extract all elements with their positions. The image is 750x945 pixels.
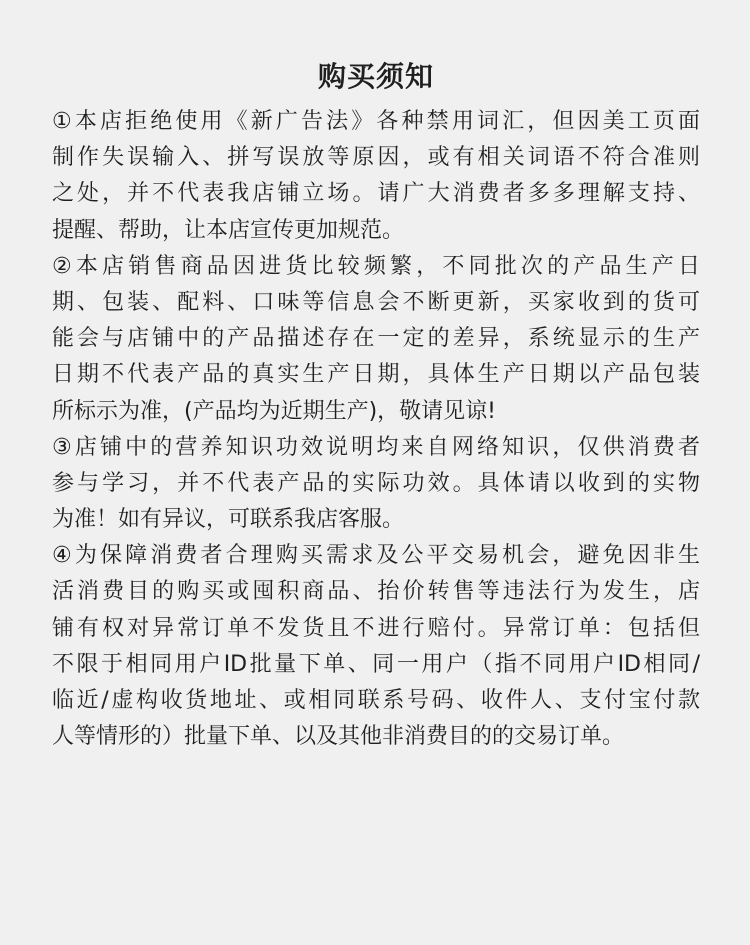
paragraph-line: 制作失误输入、拼写误放等原因，或有相关词语不符合准则 [52,145,700,171]
notice-paragraph-2 [52,249,700,430]
paragraph-line: 提醒、帮助，让本店宣传更加规范。 [52,217,405,243]
paragraph-line: 不限于相同用户ID批量下单、同一用户（指不同用户ID相同/ [52,651,700,677]
paragraph-line: 铺有权对异常订单不发货且不进行赔付。异常订单：包括但 [52,615,700,641]
paragraph-line: 期、包装、配料、口味等信息会不断更新，买家收到的货可 [52,289,700,315]
paragraph-line: ②本店销售商品因进货比较频繁，不同批次的产品生产日 [52,253,700,279]
paragraph-line: ①本店拒绝使用《新广告法》各种禁用词汇，但因美工页面 [52,109,700,134]
paragraph-line: 日期不代表产品的真实生产日期，具体生产日期以产品包装 [52,362,700,388]
paragraph-line: ④为保障消费者合理购买需求及公平交易机会，避免因非生 [52,543,700,569]
paragraph-line: ③店铺中的营养知识功效说明均来自网络知识，仅供消费者 [52,434,700,460]
paragraph-line: 能会与店铺中的产品描述存在一定的差异，系统显示的生产 [52,326,700,352]
paragraph-line: 临近/虚构收货地址、或相同联系号码、收件人、支付宝付款 [52,688,700,713]
notice-paragraph-1 [52,104,700,249]
paragraph-line: 为准！如有异议，可联系我店客服。 [52,507,405,533]
paragraph-line: 活消费目的购买或囤积商品、抬价转售等违法行为发生，店 [52,579,700,605]
notice-title: 购买须知 [317,60,434,93]
notice-paragraph-3 [52,430,700,539]
notice-paragraph-4 [52,538,700,755]
paragraph-line: 所标示为准，(产品均为近期生产)，敬请见谅! [52,398,496,424]
paragraph-line: 参与学习，并不代表产品的实际功效。具体请以收到的实物 [52,470,700,496]
paragraph-line: 之处，并不代表我店铺立场。请广大消费者多多理解支持、 [52,181,700,207]
paragraph-line: 人等情形的）批量下单、以及其他非消费目的的交易订单。 [52,724,625,750]
